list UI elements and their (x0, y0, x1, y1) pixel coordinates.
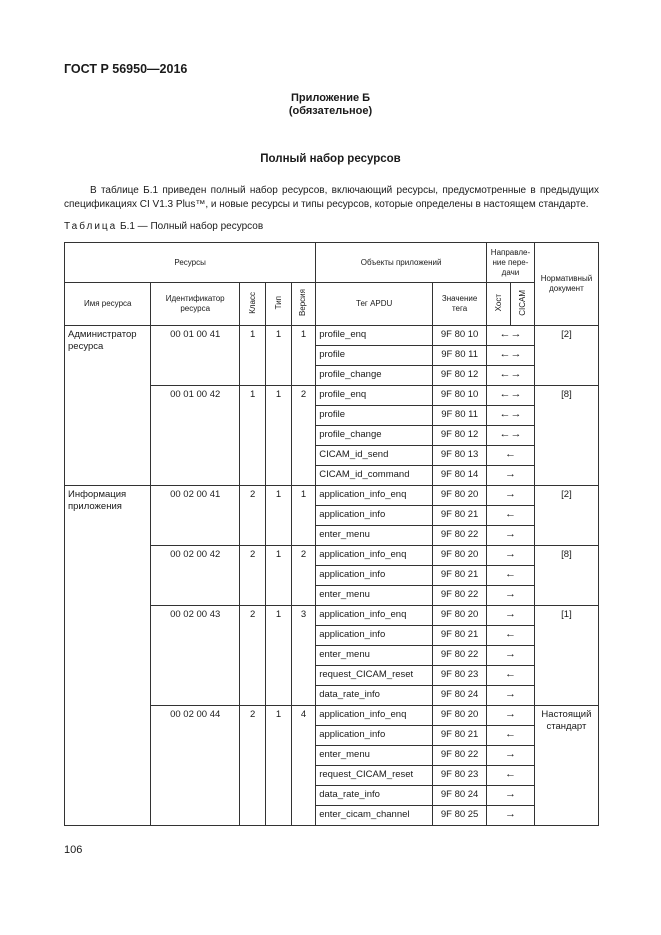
cell-version: 2 (291, 546, 315, 606)
cell-version: 2 (291, 386, 315, 486)
cell-direction: → (487, 586, 535, 606)
cell-direction: → (487, 526, 535, 546)
cell-apdu-tag: data_rate_info (316, 786, 433, 806)
header-normative: Нормативный документ (534, 243, 598, 326)
cell-normative: [8] (534, 546, 598, 606)
cell-direction: → (487, 466, 535, 486)
cell-direction: → (487, 746, 535, 766)
cell-apdu-tag: data_rate_info (316, 686, 433, 706)
header-cicam (511, 283, 534, 326)
cell-apdu-tag: enter_menu (316, 646, 433, 666)
cell-version: 3 (291, 606, 315, 706)
cell-type: 1 (266, 326, 291, 386)
cell-tag-value: 9F 80 24 (433, 786, 487, 806)
cell-apdu-tag: application_info_enq (316, 706, 433, 726)
cell-type: 1 (266, 386, 291, 486)
cell-resource-id: 00 02 00 44 (151, 706, 239, 826)
cell-version: 1 (291, 486, 315, 546)
cell-apdu-tag: CICAM_id_command (316, 466, 433, 486)
cell-direction: → (487, 606, 535, 626)
header-host (487, 283, 511, 326)
cell-normative: [1] (534, 606, 598, 706)
cell-apdu-tag: enter_menu (316, 526, 433, 546)
cell-tag-value: 9F 80 12 (433, 426, 487, 446)
cell-direction: → (487, 646, 535, 666)
cell-direction: ←→ (487, 366, 535, 386)
intro-text: В таблице Б.1 приведен полный набор ресурсов, включающий ресурсы, предусмотренные в предыдущих спецификациях CI V1.3 Plus™, и новые ресурсы и типы ресурсов, которые определены в настоящем стандарте. (64, 185, 599, 210)
header-class-label: Класс (247, 291, 257, 314)
cell-tag-value: 9F 80 21 (433, 506, 487, 526)
header-apdu-tag: Тег APDU (316, 283, 433, 326)
cell-apdu-tag: application_info (316, 626, 433, 646)
page-number: 106 (64, 844, 83, 856)
document-standard-number: ГОСТ Р 56950—2016 (64, 62, 188, 76)
cell-apdu-tag: application_info_enq (316, 546, 433, 566)
cell-direction: ← (487, 626, 535, 646)
cell-resource-name: Информация приложения (65, 486, 151, 826)
cell-direction: ←→ (487, 426, 535, 446)
cell-apdu-tag: enter_menu (316, 746, 433, 766)
cell-direction: ← (487, 566, 535, 586)
cell-apdu-tag: profile_enq (316, 386, 433, 406)
cell-apdu-tag: enter_cicam_channel (316, 806, 433, 826)
cell-apdu-tag: profile_change (316, 366, 433, 386)
cell-direction: → (487, 486, 535, 506)
cell-tag-value: 9F 80 11 (433, 406, 487, 426)
cell-type: 1 (266, 606, 291, 706)
header-app-objects: Объекты приложений (316, 243, 487, 283)
table-row (65, 486, 599, 506)
cell-tag-value: 9F 80 20 (433, 606, 487, 626)
header-resource-name: Имя ресурса (65, 283, 151, 326)
section-heading: Полный набор ресурсов (260, 153, 401, 165)
cell-tag-value: 9F 80 22 (433, 646, 487, 666)
cell-class: 2 (239, 706, 265, 826)
cell-direction: → (487, 546, 535, 566)
cell-apdu-tag: application_info_enq (316, 486, 433, 506)
cell-tag-value: 9F 80 22 (433, 526, 487, 546)
header-resources: Ресурсы (65, 243, 316, 283)
cell-direction: → (487, 786, 535, 806)
cell-tag-value: 9F 80 23 (433, 766, 487, 786)
cell-direction: ←→ (487, 406, 535, 426)
cell-resource-name: Администратор ресурса (65, 326, 151, 486)
header-direction: Направле-ние пере-дачи (487, 243, 535, 283)
cell-normative: [2] (534, 326, 598, 386)
cell-resource-id: 00 01 00 41 (151, 326, 239, 386)
intro-paragraph (64, 184, 599, 212)
cell-tag-value: 9F 80 13 (433, 446, 487, 466)
cell-type: 1 (266, 546, 291, 606)
cell-tag-value: 9F 80 12 (433, 366, 487, 386)
cell-tag-value: 9F 80 22 (433, 746, 487, 766)
appendix-title: Приложение Б (290, 92, 371, 104)
table-caption-label: Таблица (64, 221, 118, 232)
cell-class: 2 (239, 486, 265, 546)
cell-tag-value: 9F 80 11 (433, 346, 487, 366)
appendix-block (0, 92, 661, 118)
cell-resource-id: 00 02 00 41 (151, 486, 239, 546)
cell-tag-value: 9F 80 10 (433, 326, 487, 346)
cell-tag-value: 9F 80 22 (433, 586, 487, 606)
cell-tag-value: 9F 80 21 (433, 726, 487, 746)
resources-table (64, 242, 599, 826)
cell-normative: [2] (534, 486, 598, 546)
cell-tag-value: 9F 80 14 (433, 466, 487, 486)
cell-resource-id: 00 02 00 43 (151, 606, 239, 706)
cell-apdu-tag: enter_menu (316, 586, 433, 606)
cell-direction: ← (487, 506, 535, 526)
cell-direction: ←→ (487, 386, 535, 406)
cell-apdu-tag: application_info (316, 506, 433, 526)
cell-direction: ←→ (487, 346, 535, 366)
header-resource-id: Идентификатор ресурса (151, 283, 239, 326)
cell-tag-value: 9F 80 10 (433, 386, 487, 406)
cell-apdu-tag: profile (316, 346, 433, 366)
table-caption (64, 221, 263, 232)
cell-apdu-tag: request_CICAM_reset (316, 766, 433, 786)
cell-type: 1 (266, 706, 291, 826)
cell-resource-id: 00 01 00 42 (151, 386, 239, 486)
cell-apdu-tag: application_info (316, 566, 433, 586)
header-version (291, 283, 315, 326)
cell-direction: ← (487, 766, 535, 786)
cell-apdu-tag: CICAM_id_send (316, 446, 433, 466)
cell-normative: Настоящий стандарт (534, 706, 598, 826)
cell-tag-value: 9F 80 21 (433, 626, 487, 646)
header-tag-value: Значение тега (433, 283, 487, 326)
cell-class: 1 (239, 386, 265, 486)
cell-tag-value: 9F 80 20 (433, 486, 487, 506)
cell-direction: → (487, 706, 535, 726)
header-type-label: Тип (273, 295, 283, 310)
cell-tag-value: 9F 80 20 (433, 546, 487, 566)
cell-class: 2 (239, 606, 265, 706)
header-type (266, 283, 291, 326)
cell-apdu-tag: profile (316, 406, 433, 426)
cell-version: 1 (291, 326, 315, 386)
cell-direction: → (487, 686, 535, 706)
header-host-label: Хост (493, 293, 503, 312)
header-version-label: Версия (298, 288, 308, 317)
header-cicam-label: CICAM (517, 289, 527, 316)
cell-tag-value: 9F 80 24 (433, 686, 487, 706)
cell-apdu-tag: application_info (316, 726, 433, 746)
cell-direction: ←→ (487, 326, 535, 346)
cell-apdu-tag: profile_change (316, 426, 433, 446)
table-row (65, 326, 599, 346)
cell-resource-id: 00 02 00 42 (151, 546, 239, 606)
cell-direction: ← (487, 726, 535, 746)
cell-direction: ← (487, 666, 535, 686)
cell-normative: [8] (534, 386, 598, 486)
cell-class: 1 (239, 326, 265, 386)
header-class (239, 283, 265, 326)
cell-apdu-tag: profile_enq (316, 326, 433, 346)
cell-tag-value: 9F 80 25 (433, 806, 487, 826)
cell-apdu-tag: request_CICAM_reset (316, 666, 433, 686)
cell-type: 1 (266, 486, 291, 546)
cell-tag-value: 9F 80 21 (433, 566, 487, 586)
cell-apdu-tag: application_info_enq (316, 606, 433, 626)
cell-class: 2 (239, 546, 265, 606)
cell-tag-value: 9F 80 20 (433, 706, 487, 726)
cell-version: 4 (291, 706, 315, 826)
table-caption-text: Б.1 — Полный набор ресурсов (120, 221, 264, 232)
cell-direction: ← (487, 446, 535, 466)
cell-tag-value: 9F 80 23 (433, 666, 487, 686)
appendix-note: (обязательное) (288, 105, 373, 117)
cell-direction: → (487, 806, 535, 826)
